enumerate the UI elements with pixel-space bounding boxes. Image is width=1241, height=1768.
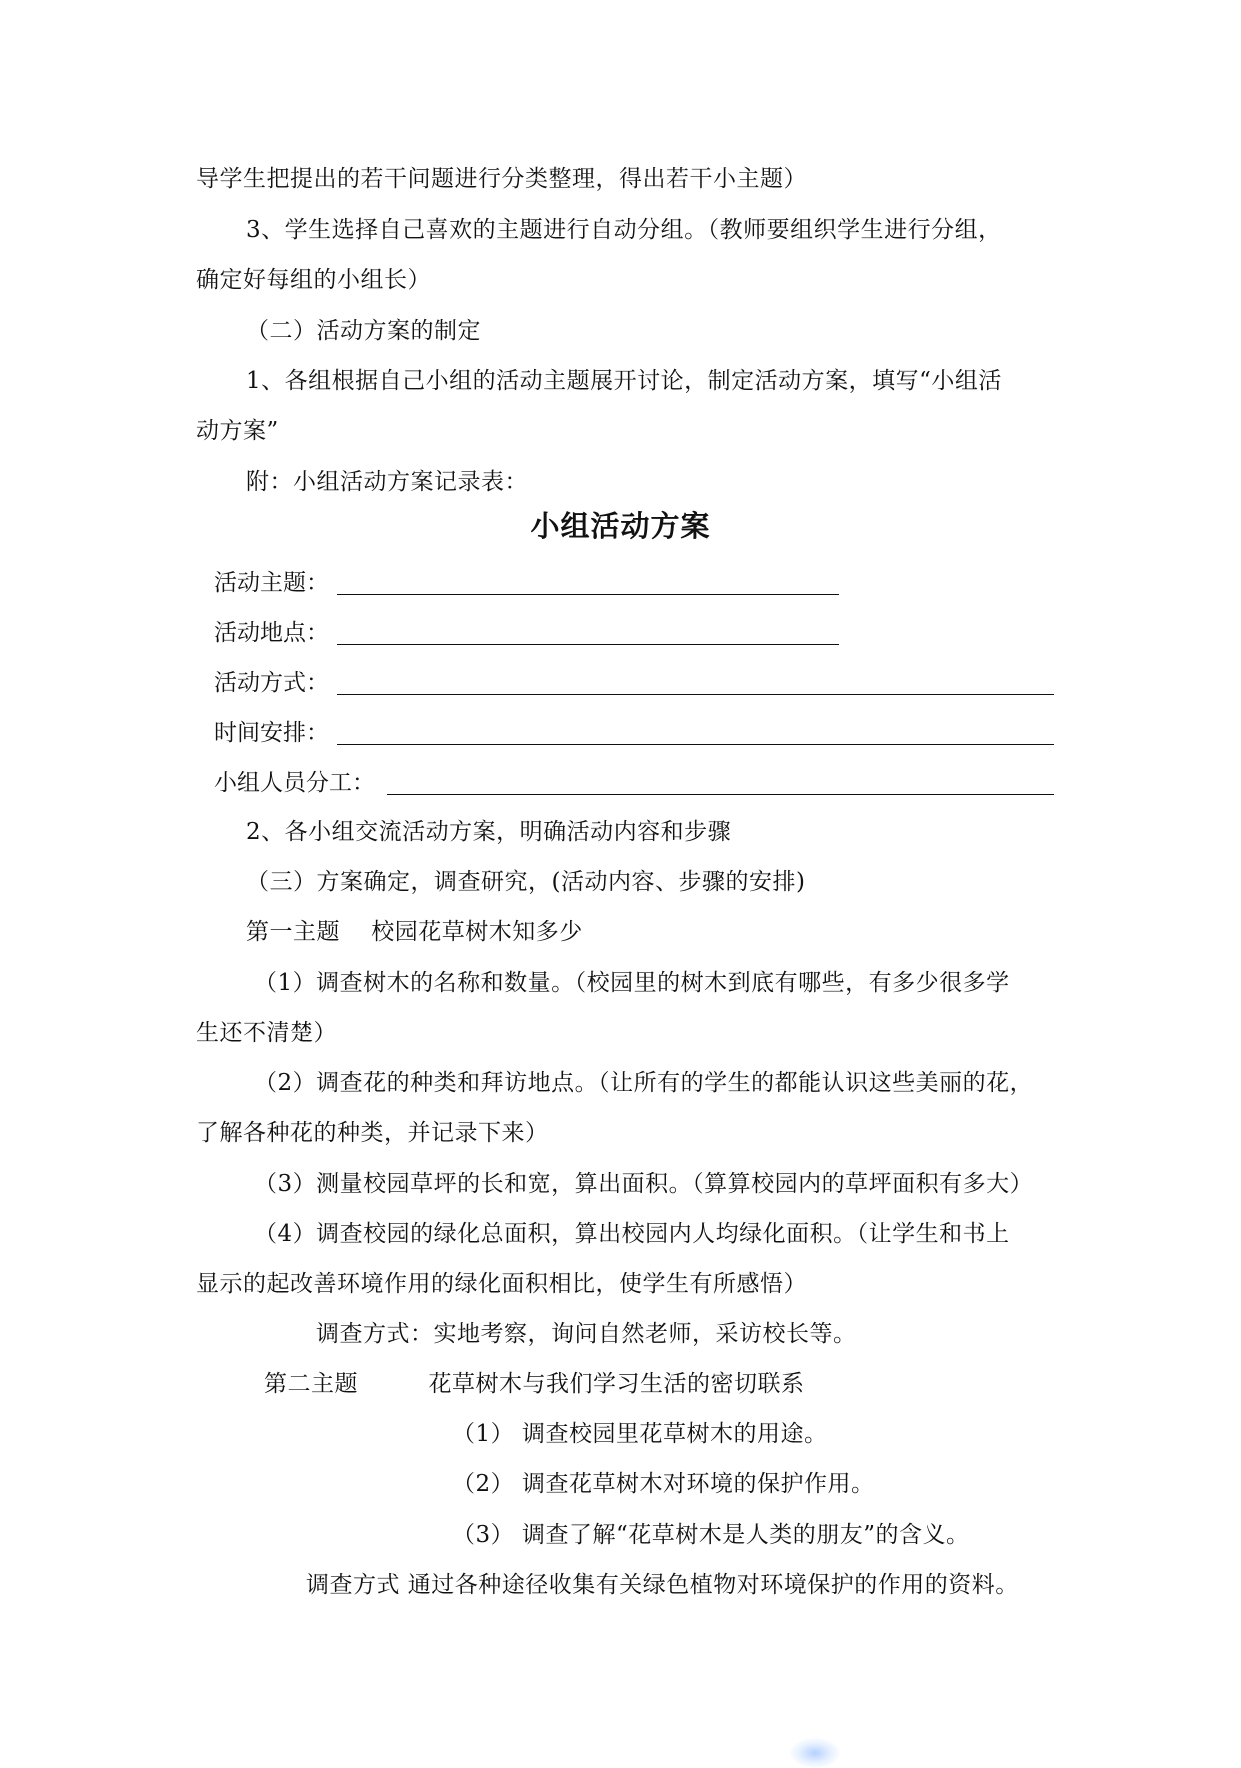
- list-item: （3） 调查了解“花草树木是人类的朋友”的含义。: [452, 1522, 970, 1548]
- form-title: 小组活动方案: [530, 509, 711, 543]
- paragraph-line: （1）调查树木的名称和数量。（校园里的树木到底有哪些，有多少很多学: [254, 970, 1010, 996]
- paragraph-line: 1、各组根据自己小组的活动主题展开讨论，制定活动方案，填写“小组活: [246, 368, 1002, 394]
- paragraph-line: 3、学生选择自己喜欢的主题进行自动分组。（教师要组织学生进行分组，: [246, 217, 1002, 243]
- paragraph-line: （3）测量校园草坪的长和宽，算出面积。（算算校园内的草坪面积有多大）: [254, 1171, 1034, 1197]
- paragraph-line: 2、各小组交流活动方案，明确活动内容和步骤: [246, 819, 732, 845]
- form-field-blank[interactable]: [337, 644, 839, 645]
- paragraph-line: 调查方式 通过各种途径收集有关绿色植物对环境保护的作用的资料。: [306, 1572, 1019, 1598]
- section-heading: （二）活动方案的制定: [246, 318, 481, 344]
- paragraph-line: （4）调查校园的绿化总面积，算出校园内人均绿化面积。（让学生和书上: [254, 1221, 1010, 1247]
- list-item: （2） 调查花草树木对环境的保护作用。: [452, 1471, 875, 1497]
- form-field-blank[interactable]: [337, 594, 839, 595]
- form-field-label: 小组人员分工：: [214, 770, 375, 796]
- form-field-label: 活动地点：: [214, 620, 329, 646]
- form-field-label: 时间安排：: [214, 720, 329, 746]
- form-field-label: 活动主题：: [214, 570, 329, 596]
- form-field-label: 活动方式：: [214, 670, 329, 696]
- topic-heading: 第一主题 校园花草树木知多少: [246, 919, 583, 945]
- paragraph-line: 确定好每组的小组长）: [196, 267, 431, 293]
- section-heading: （三）方案确定，调查研究，(活动内容、步骤的安排): [246, 869, 806, 895]
- paragraph-line: 导学生把提出的若干问题进行分类整理，得出若干小主题）: [196, 166, 807, 192]
- paragraph-line: 显示的起改善环境作用的绿化面积相比，使学生有所感悟）: [196, 1271, 807, 1297]
- paragraph-line: 附：小组活动方案记录表：: [246, 469, 528, 495]
- paragraph-line: 了解各种花的种类，并记录下来）: [196, 1120, 549, 1146]
- topic-heading: 第二主题 花草树木与我们学习生活的密切联系: [264, 1371, 805, 1397]
- blue-glow-mark: [790, 1738, 840, 1768]
- paragraph-line: 动方案”: [196, 418, 279, 444]
- form-field-blank[interactable]: [387, 794, 1054, 795]
- paragraph-line: 调查方式：实地考察，询问自然老师，采访校长等。: [316, 1321, 857, 1347]
- form-field-blank[interactable]: [337, 694, 1054, 695]
- list-item: （1） 调查校园里花草树木的用途。: [452, 1421, 828, 1447]
- paragraph-line: 生还不清楚）: [196, 1020, 337, 1046]
- paragraph-line: （2）调查花的种类和拜访地点。（让所有的学生的都能认识这些美丽的花，: [254, 1070, 1034, 1096]
- form-field-blank[interactable]: [337, 744, 1054, 745]
